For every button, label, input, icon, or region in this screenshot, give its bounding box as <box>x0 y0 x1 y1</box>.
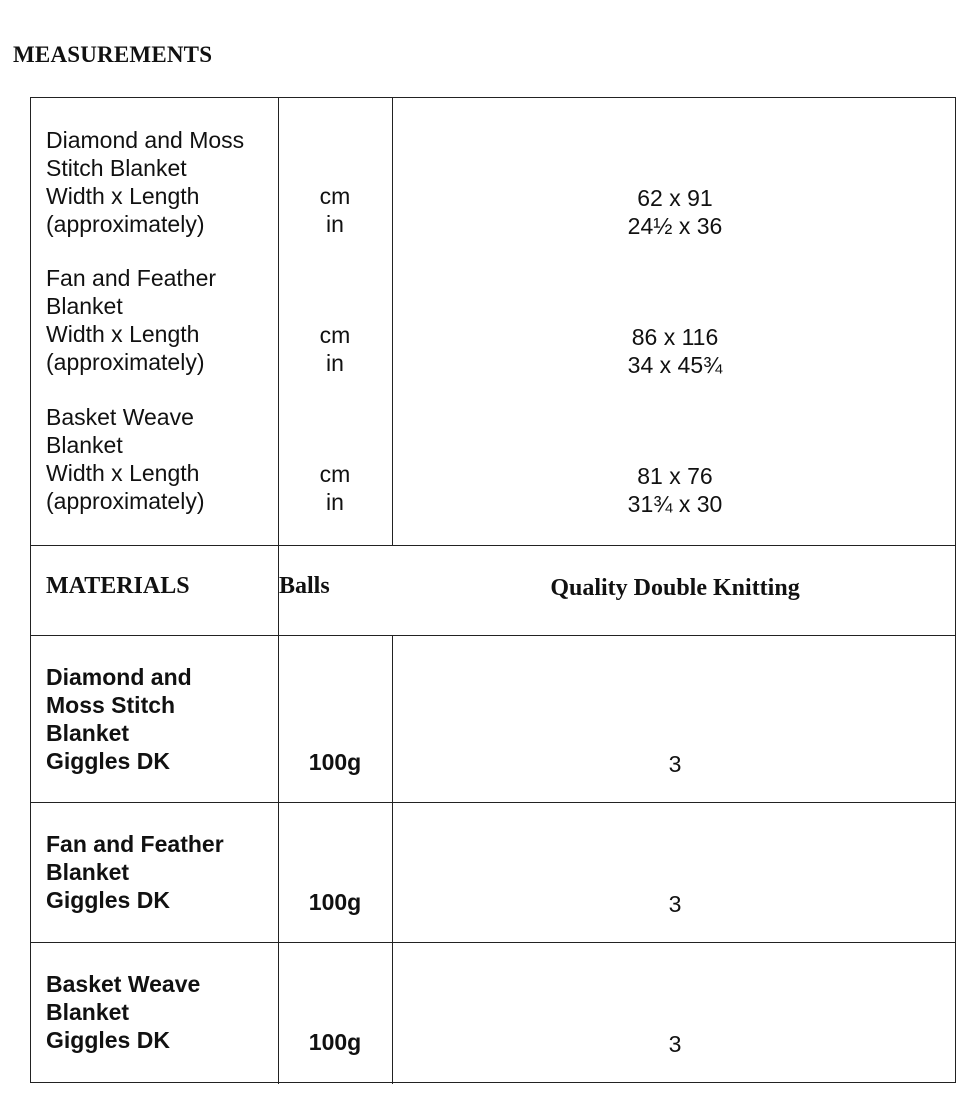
measurement-label: Basket Weave Blanket Width x Length (approximately) <box>46 404 205 514</box>
measurement-values: 81 x 76 31¾ x 30 <box>627 463 723 517</box>
measurement-units: cm in <box>319 322 351 376</box>
material-label: Diamond and Moss Stitch Blanket Giggles DK <box>46 664 192 774</box>
material-quantity: 3 <box>668 891 682 917</box>
row-divider <box>31 635 955 636</box>
material-quantity: 3 <box>668 1031 682 1057</box>
material-weight: 100g <box>308 749 362 775</box>
measurement-label: Fan and Feather Blanket Width x Length (approximately) <box>46 265 217 375</box>
measurement-units: cm in <box>319 461 351 515</box>
column-divider <box>392 636 393 1084</box>
row-divider <box>31 942 955 943</box>
row-divider <box>31 802 955 803</box>
measurement-values: 62 x 91 24½ x 36 <box>627 185 723 239</box>
measurement-values: 86 x 116 34 x 45¾ <box>627 324 723 378</box>
balls-header: Balls <box>279 573 330 599</box>
measurements-heading: MEASUREMENTS <box>13 42 213 67</box>
material-label: Basket Weave Blanket Giggles DK <box>46 971 201 1053</box>
quality-header: Quality Double Knitting <box>550 575 800 601</box>
measurement-label: Diamond and Moss Stitch Blanket Width x Length (approximately) <box>46 127 245 237</box>
measurements-table <box>30 97 956 1083</box>
material-weight: 100g <box>308 889 362 915</box>
material-quantity: 3 <box>668 751 682 777</box>
row-divider <box>31 545 955 546</box>
measurement-units: cm in <box>319 183 351 237</box>
material-weight: 100g <box>308 1029 362 1055</box>
materials-heading: MATERIALS <box>46 573 190 599</box>
material-label: Fan and Feather Blanket Giggles DK <box>46 831 224 913</box>
